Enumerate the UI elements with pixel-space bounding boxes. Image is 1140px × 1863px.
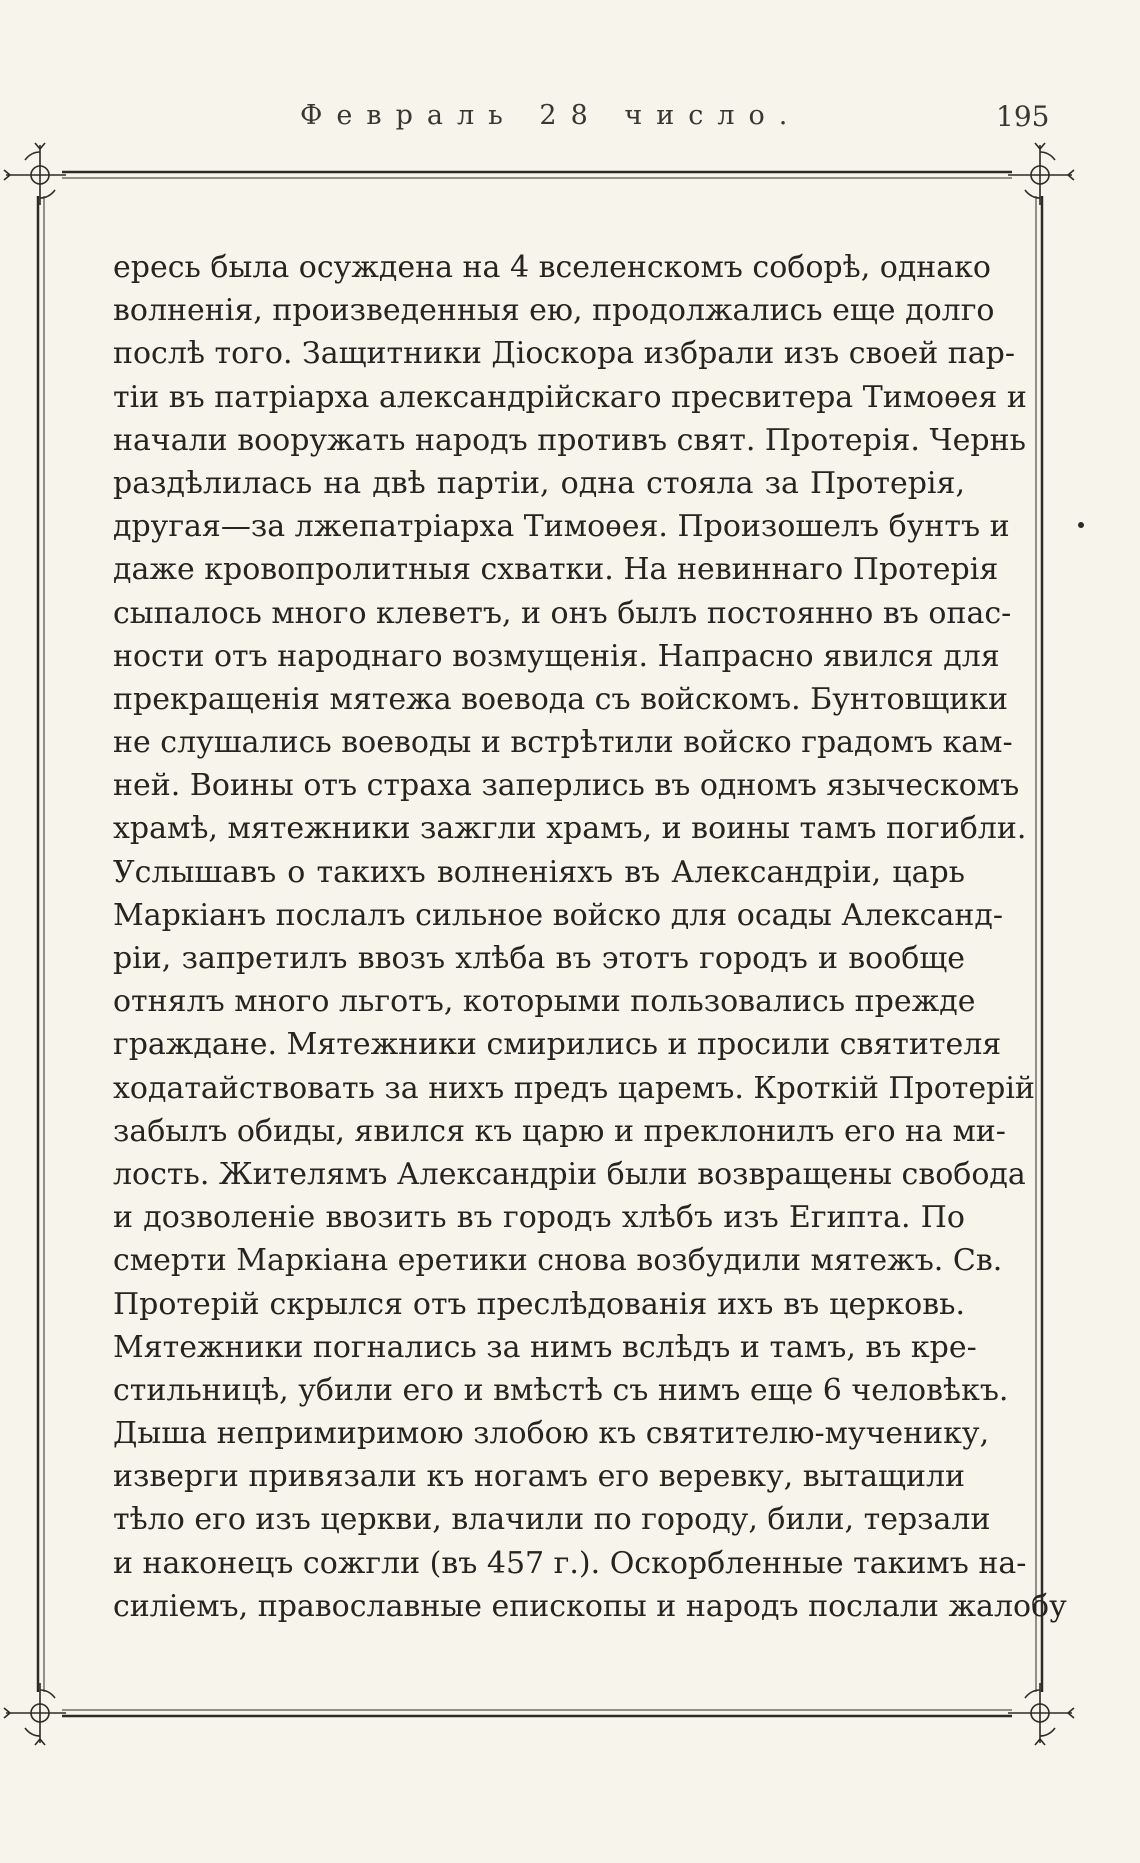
text-line: граждане. Мятежники смирились и просили святителя bbox=[113, 1027, 1002, 1063]
text-line: стильницѣ, убили его и вмѣстѣ съ нимъ еще 6 человѣкъ. bbox=[113, 1372, 1009, 1408]
text-line: и наконецъ сожгли (въ 457 г.). Оскорбленные такимъ на- bbox=[113, 1545, 1027, 1581]
text-line: Протерій скрылся отъ преслѣдованія ихъ въ церковь. bbox=[113, 1286, 965, 1322]
text-line: ности отъ народнаго возмущенія. Напрасно явился для bbox=[113, 638, 1000, 674]
text-line: даже кровопролитныя схватки. На невиннаго Протерія bbox=[113, 552, 999, 588]
text-line: Маркіанъ послалъ сильное войско для осады Александ- bbox=[113, 897, 1003, 933]
text-line: и дозволеніе ввозить въ городъ хлѣбъ изъ Египта. По bbox=[113, 1200, 965, 1236]
text-line: Мятежники погнались за нимъ вслѣдъ и тамъ, въ кре- bbox=[113, 1329, 977, 1365]
text-line: Услышавъ о такихъ волненіяхъ въ Александріи, царь bbox=[113, 854, 965, 890]
corner-ornament-top-right bbox=[1008, 143, 1074, 205]
text-line: тѣло его изъ церкви, влачили по городу, били, терзали bbox=[113, 1502, 991, 1538]
running-title: Февраль 28 число. bbox=[300, 100, 802, 131]
text-line: послѣ того. Защитники Діоскора избрали изъ своей пар- bbox=[113, 336, 1016, 372]
text-line: изверги привязали къ ногамъ его веревку, вытащили bbox=[113, 1459, 965, 1495]
text-line: смерти Маркіана еретики снова возбудили мятежъ. Св. bbox=[113, 1243, 1003, 1279]
page-number: 195 bbox=[996, 100, 1050, 133]
text-line: не слушались воеводы и встрѣтили войско градомъ кам- bbox=[113, 725, 1013, 761]
text-line: другая—за лжепатріарха Тимоѳея. Произошелъ бунтъ и bbox=[113, 509, 1010, 545]
text-line: ересь была осуждена на 4 вселенскомъ соборѣ, однако bbox=[113, 250, 991, 285]
text-line: Дыша непримиримою злобою къ святителю-мученику, bbox=[113, 1416, 990, 1452]
text-line: отнялъ много льготъ, которыми пользовались прежде bbox=[113, 984, 976, 1020]
corner-ornament-bottom-left bbox=[4, 1683, 66, 1745]
text-line: волненія, произведенныя ею, продолжались еще долго bbox=[113, 293, 995, 329]
text-line: ней. Воины отъ страха заперлись въ одномъ языческомъ bbox=[113, 768, 1020, 804]
body-text bbox=[113, 246, 1067, 1628]
text-line: забылъ обиды, явился къ царю и преклонилъ его на ми- bbox=[113, 1113, 1006, 1149]
margin-speck bbox=[1078, 522, 1084, 528]
text-line: храмѣ, мятежники зажгли храмъ, и воины тамъ погибли. bbox=[113, 811, 1027, 847]
text-line: силіемъ, православные епископы и народъ послали жалобу bbox=[113, 1588, 1067, 1624]
text-line: лость. Жителямъ Александріи были возвращены свобода bbox=[113, 1156, 1026, 1192]
text-line: раздѣлилась на двѣ партіи, одна стояла за Протерія, bbox=[113, 465, 965, 501]
text-line: прекращенія мятежа воевода съ войскомъ. Бунтовщики bbox=[113, 681, 1009, 717]
text-line: сыпалось много клеветъ, и онъ былъ постоянно въ опас- bbox=[113, 595, 1012, 631]
text-line: ріи, запретилъ ввозъ хлѣба въ этотъ городъ и вообще bbox=[113, 941, 965, 976]
text-line: тіи въ патріарха александрійскаго пресвитера Тимоѳея и bbox=[113, 379, 1027, 415]
text-line: ходатайствовать за нихъ предъ царемъ. Кроткій Протерій bbox=[113, 1070, 1035, 1106]
corner-ornament-bottom-right bbox=[1008, 1683, 1074, 1745]
text-line: начали вооружать народъ противъ свят. Протерія. Чернь bbox=[113, 422, 1026, 458]
corner-ornament-top-left bbox=[4, 143, 66, 205]
